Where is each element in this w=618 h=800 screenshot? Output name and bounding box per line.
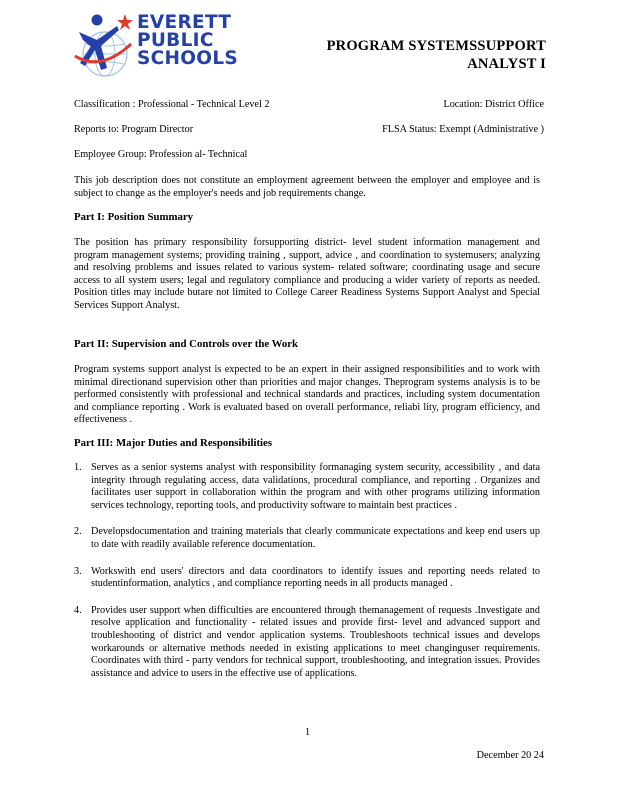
logo-emblem-icon [71,10,135,78]
logo-line-1: EVERETT [137,12,232,33]
list-item-text: Serves as a senior systems analyst with responsibility formanaging system security, accessibility , and data integrity through regulating access, data validations, procedural compliance, and reporting . Organizes and facilitates user support in collaboration within the program and with other programs utilizing information services technology, reporting tools, and productivity software to maintain best practices . [91,462,540,511]
list-item [74,566,540,591]
list-item-number: 1. [74,462,82,473]
disclaimer: This job description does not constitute an employment agreement between the employer and employee and is subject to change as the employer's needs and job requirements change. [74,175,540,199]
document-title [327,37,546,73]
part2-heading: Part II: Supervision and Controls over the Work [74,338,299,350]
list-item-text: Workswith end users' directors and data coordinators to identify issues and reporting needs related to studentinformation, analytics , and compliance reporting needs in all products managed . [91,565,540,590]
list-item [74,462,540,512]
part2-body: Program systems support analyst is expected to be an expert in their assigned responsibilities and to work with minimal directionand supervision other than priorities and major changes. Theprogram systems analysis is to be performed consistently with professional and technical standards and practices, including system documentation and compliance reporting . Work is evaluated based on overall performance, reliabi lity, program efficiency, and effectiveness . [74,364,540,426]
logo-line-3: SCHOOLS [137,48,239,69]
list-item-number: 2. [74,526,82,538]
meta-row-reports [74,124,544,135]
duties-list [74,462,540,694]
title-line-2: ANALYST I [467,56,546,72]
part1-body: The position has primary responsibility forsupporting district- level student information management and program management systems; providing training , support, advice , and coordination to systemusers; analyzing and resolving problems and issues related to various system- related software; coordinating usage and secure access to all system users; legal and regulatory compliance and producing a wider variety of reports as needed. Position titles may include butare not limited to College Career Readiness Systems Support Analyst and Special Services Support Analyst. [74,237,540,311]
meta-row-classification [74,99,544,110]
classification: Classification : Professional - Technical Level 2 [74,99,270,110]
list-item [74,605,540,681]
part3-heading: Part III: Major Duties and Responsibilities [74,437,273,449]
revision-date: December 20 24 [476,750,544,761]
list-item-number: 3. [74,565,82,577]
district-logo [71,10,241,80]
meta-row-group [74,149,544,160]
page-number: 1 [305,727,311,738]
reports-to: Reports to: Program Director [74,124,194,135]
logo-line-2: PUBLIC [137,30,214,51]
list-item-number: 4. [74,604,82,616]
flsa-status: FLSA Status: Exempt (Administrative ) [382,124,544,135]
part1-heading: Part I: Position Summary [74,211,194,223]
logo-wordmark [137,14,238,68]
employee-group: Employee Group: Profession al- Technical [74,149,248,160]
location: Location: District Office [443,99,544,110]
list-item-text: Provides user support when difficulties are encountered through themanagement of requests .Investigate and resolve application and functionality - related issues and provide first- level and advanced support and troubleshooting of district and vendor application systems. Troubleshoots technical issues and develops workarounds or alternative methods needed in existing applications to meet changinguser requirements. Coordinates with third - party vendors for technical support, troubleshooting, and integration issues. Provides assistance and advice to users in the effective use of applications. [91,604,540,679]
title-line-1: PROGRAM SYSTEMSSUPPORT [326,38,546,54]
list-item [74,526,540,551]
list-item-text: Developsdocumentation and training materials that clearly communicate expectations and keep end users up to date with readily available reference documentation. [91,526,540,550]
